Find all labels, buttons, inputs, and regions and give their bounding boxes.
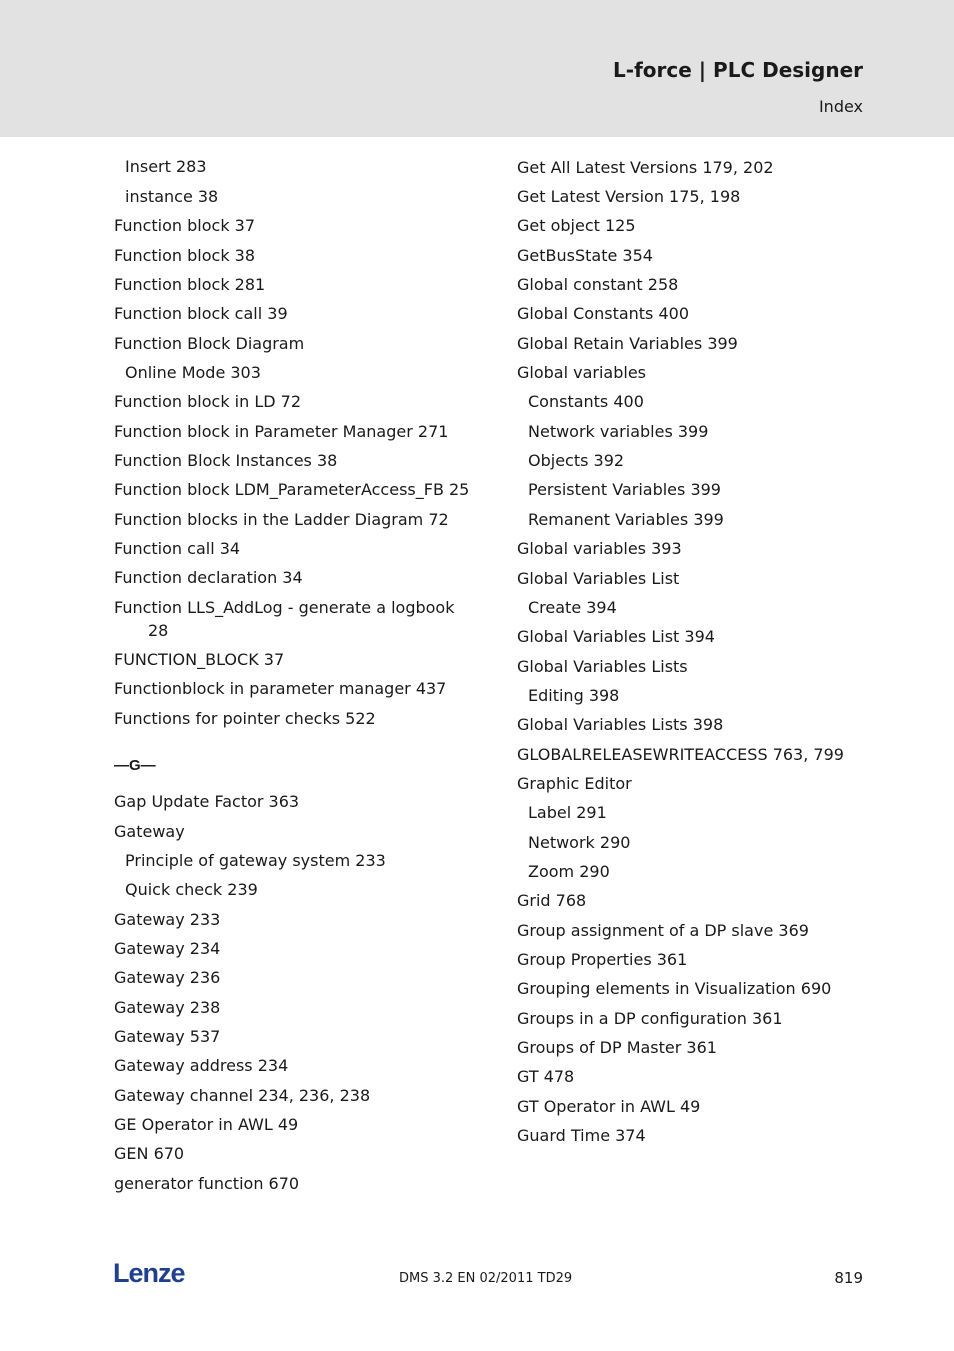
index-entry-text: Functions for pointer checks 522: [114, 709, 376, 728]
index-entry: [114, 1113, 298, 1136]
index-entry-text: GetBusState 354: [517, 246, 653, 265]
index-entry-text: GE Operator in AWL 49: [114, 1115, 299, 1134]
index-entry: [114, 244, 255, 267]
index-entry: [517, 567, 679, 590]
index-entry: [517, 977, 831, 1000]
index-subentry: [528, 390, 644, 413]
index-entry-text: GEN 670: [114, 1144, 185, 1163]
index-subentry: [528, 449, 624, 472]
index-entry-text: Global Variables Lists: [517, 657, 688, 676]
index-entry-text: Function block in LD 72: [114, 392, 302, 411]
index-entry-text: Get All Latest Versions 179, 202: [517, 158, 774, 177]
index-entry-text: Groups in a DP configuration 361: [517, 1009, 783, 1028]
index-entry-text: Grid 768: [517, 891, 587, 910]
index-entry: [114, 332, 304, 355]
index-entry-text: Insert 283: [125, 157, 207, 176]
index-entry-text: Function block in Parameter Manager 271: [114, 422, 449, 441]
index-entry-text: Function Block Diagram: [114, 334, 305, 353]
index-entry: [114, 908, 220, 931]
index-entry-text: Quick check 239: [125, 880, 258, 899]
index-entry-text: Gap Update Factor 363: [114, 792, 300, 811]
index-entry: [517, 1124, 646, 1147]
index-entry-text: Function Block Instances 38: [114, 451, 338, 470]
index-entry: [517, 1065, 574, 1088]
page-header: [0, 0, 954, 137]
index-entry-text: Function declaration 34: [114, 568, 303, 587]
index-entry: [114, 790, 299, 813]
index-entry: [114, 1084, 370, 1107]
index-entry-text: Gateway: [114, 822, 185, 841]
index-entry: [114, 508, 449, 531]
index-entry-text: Group Properties 361: [517, 950, 688, 969]
index-entry: [517, 214, 636, 237]
index-entry-text: Function blocks in the Ladder Diagram 72: [114, 510, 449, 529]
section-name: Index: [818, 97, 863, 116]
index-subentry: [528, 831, 630, 854]
index-entry-text: Zoom 290: [528, 862, 610, 881]
index-entry: [114, 302, 288, 325]
index-entry: [114, 1172, 299, 1195]
index-entry-text: FUNCTION_BLOCK 37: [114, 650, 285, 669]
index-entry: [114, 390, 301, 413]
index-entry-text: Functionblock in parameter manager 437: [114, 679, 447, 698]
index-entry-text: Global variables: [517, 363, 647, 382]
index-entry: [114, 449, 337, 472]
index-subentry: [528, 684, 619, 707]
index-entry: [517, 273, 678, 296]
index-entry: [517, 948, 687, 971]
index-subentry: [528, 596, 617, 619]
index-subentry: [125, 849, 386, 872]
index-entry: [114, 1142, 184, 1165]
index-entry-text: generator function 670: [114, 1174, 300, 1193]
index-entry: [114, 478, 469, 501]
index-entry-text: Grouping elements in Visualization 690: [517, 979, 832, 998]
index-entry-text: Global constant 258: [517, 275, 679, 294]
index-entry: [114, 966, 220, 989]
index-entry-text: Global Variables List 394: [517, 627, 715, 646]
index-entry: [114, 996, 220, 1019]
index-entry: [517, 361, 646, 384]
index-entry-text: Remanent Variables 399: [528, 510, 724, 529]
index-entry-text: Persistent Variables 399: [528, 480, 721, 499]
index-entry: [517, 655, 688, 678]
index-subentry: [528, 478, 721, 501]
index-entry-text: Function block 281: [114, 275, 266, 294]
index-entry: [114, 537, 240, 560]
index-entry: [517, 1095, 700, 1118]
index-entry-text: Global Variables List: [517, 569, 680, 588]
index-entry-text: Objects 392: [528, 451, 625, 470]
index-letter-heading: [114, 757, 156, 774]
index-entry: [114, 937, 220, 960]
index-entry-text: —G—: [114, 757, 156, 774]
index-entry-text: Get Latest Version 175, 198: [517, 187, 741, 206]
index-entry-text: Gateway 233: [114, 910, 221, 929]
index-entry-text: Online Mode 303: [125, 363, 261, 382]
index-entry-text: instance 38: [125, 187, 219, 206]
index-subentry: [528, 508, 724, 531]
index-entry-text: Function block 38: [114, 246, 256, 265]
index-entry: [114, 677, 446, 700]
document-id: DMS 3.2 EN 02/2011 TD29: [399, 1271, 573, 1286]
index-entry-text: Function block call 39: [114, 304, 288, 323]
index-entry-text: Gateway address 234: [114, 1056, 289, 1075]
index-entry-text: Constants 400: [528, 392, 644, 411]
index-entry-text: Graphic Editor: [517, 774, 632, 793]
index-subentry: [125, 155, 207, 178]
index-entry-text: Gateway 236: [114, 968, 221, 987]
index-entry: [114, 1054, 288, 1077]
index-entry-text: Editing 398: [528, 686, 620, 705]
index-entry: [114, 214, 255, 237]
index-entry: [517, 537, 682, 560]
index-entry: [517, 156, 774, 179]
index-entry-text: Gateway 238: [114, 998, 221, 1017]
index-entry-text: Create 394: [528, 598, 617, 617]
index-subentry: [125, 185, 218, 208]
lenze-logo: Lenze: [113, 1258, 185, 1288]
index-entry-text: Principle of gateway system 233: [125, 851, 386, 870]
index-entry-text: Function call 34: [114, 539, 241, 558]
index-entry: [517, 889, 586, 912]
index-entry: [517, 185, 740, 208]
index-entry: [517, 713, 723, 736]
page-number: 819: [834, 1269, 863, 1287]
index-entry-text: Global Constants 400: [517, 304, 690, 323]
index-entry-text: Function block LDM_ParameterAccess_FB 25: [114, 480, 470, 499]
index-entry-text: Gateway channel 234, 236, 238: [114, 1086, 371, 1105]
index-entry: [114, 596, 454, 642]
index-entry-text: Network variables 399: [528, 422, 709, 441]
index-entry: [114, 273, 265, 296]
index-entry: [517, 332, 738, 355]
index-entry-text: GLOBALRELEASEWRITEACCESS 763, 799: [517, 745, 844, 764]
index-entry-text: Network 290: [528, 833, 631, 852]
index-entry-page-continuation: 28: [148, 621, 169, 640]
index-entry: [114, 648, 284, 671]
index-entry: [517, 302, 689, 325]
index-entry: [517, 625, 715, 648]
index-subentry: [528, 801, 607, 824]
index-subentry: [125, 878, 258, 901]
index-entry-text: Function LLS_AddLog - generate a logbook: [114, 598, 455, 617]
index-entry: [517, 919, 809, 942]
index-entry: [517, 244, 653, 267]
index-entry: [517, 1007, 783, 1030]
index-entry-text: Label 291: [528, 803, 607, 822]
index-entry: [114, 420, 448, 443]
index-entry: [114, 707, 376, 730]
index-entry-text: Global Variables Lists 398: [517, 715, 724, 734]
index-entry: [517, 743, 844, 766]
index-subentry: [528, 420, 708, 443]
index-entry-text: Get object 125: [517, 216, 636, 235]
index-entry-text: Global Retain Variables 399: [517, 334, 738, 353]
document-title: L-force | PLC Designer: [613, 58, 863, 82]
index-entry-text: Guard Time 374: [517, 1126, 646, 1145]
index-entry-text: GT Operator in AWL 49: [517, 1097, 701, 1116]
index-subentry: [125, 361, 261, 384]
index-entry-text: Gateway 234: [114, 939, 221, 958]
index-entry-text: Function block 37: [114, 216, 256, 235]
index-entry-text: Groups of DP Master 361: [517, 1038, 717, 1057]
index-entry: [114, 1025, 220, 1048]
index-entry: [114, 820, 185, 843]
index-entry-text: Global variables 393: [517, 539, 682, 558]
index-entry-text: Group assignment of a DP slave 369: [517, 921, 809, 940]
index-entry: [517, 1036, 717, 1059]
index-entry-text: Gateway 537: [114, 1027, 221, 1046]
index-entry: [114, 566, 303, 589]
index-entry: [517, 772, 632, 795]
index-subentry: [528, 860, 610, 883]
index-entry-text: GT 478: [517, 1067, 575, 1086]
